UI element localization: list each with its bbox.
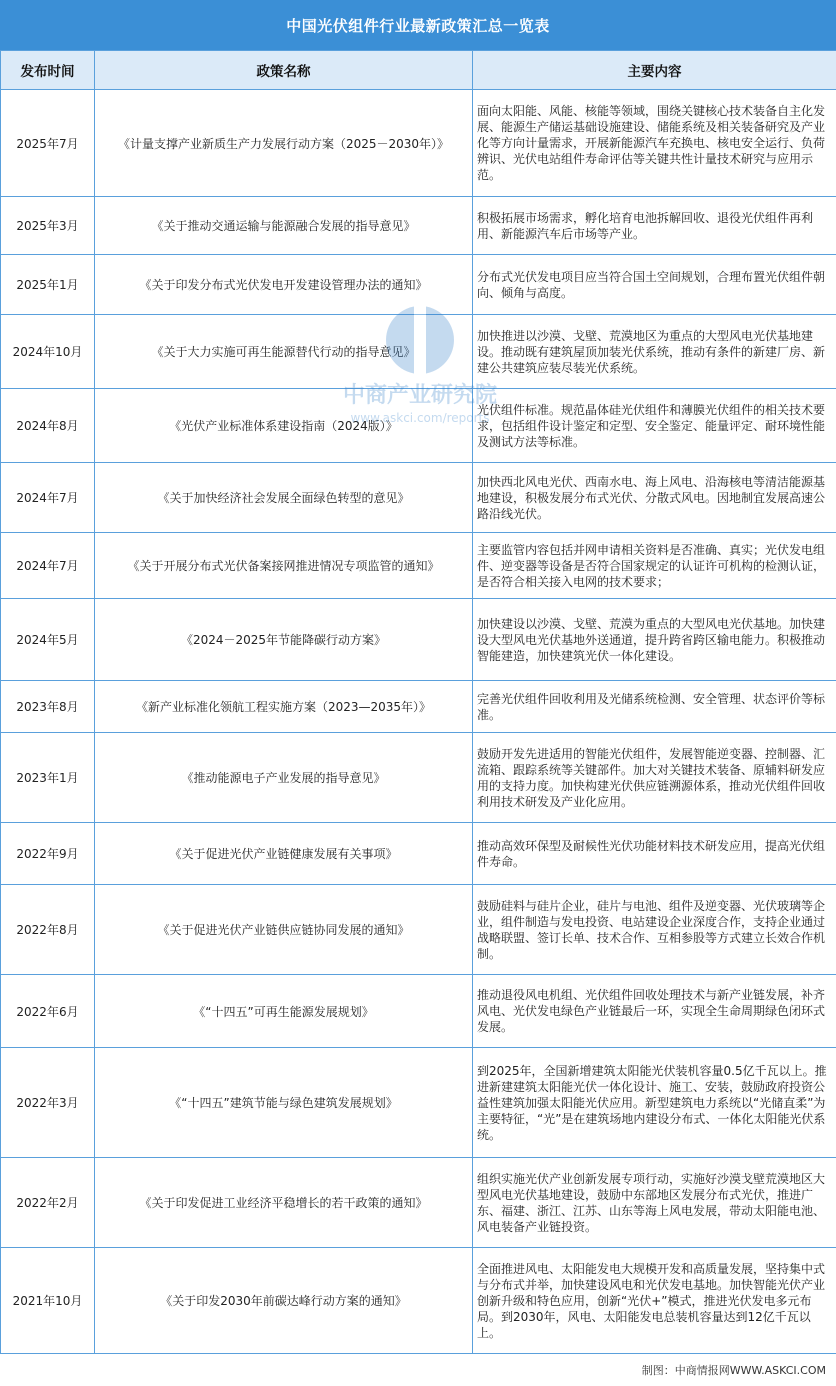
row-content: 鼓励硅料与硅片企业，硅片与电池、组件及逆变器、光伏玻璃等企业，组件制造与发电投资、电站建设企业深度合作，支持企业通过战略联盟、签订长单、技术合作、互相参股等方式建立长效合作机制。 bbox=[473, 885, 836, 975]
row-date: 2022年9月 bbox=[1, 823, 95, 885]
table-row bbox=[1, 733, 836, 823]
row-policy-name: 《关于推动交通运输与能源融合发展的指导意见》 bbox=[95, 197, 473, 255]
row-content: 面向太阳能、风能、核能等领域，围绕关键核心技术装备自主化发展、能源生产储运基础设施建设、储能系统及相关装备研究及产业化等方向计量需求，开展新能源汽车充换电、核电安全运行、负荷辨识、光伏电站组件寿命评估等关键共性计量技术研究与应用示范。 bbox=[473, 90, 836, 197]
row-content: 主要监管内容包括并网申请相关资料是否准确、真实；光伏发电组件、逆变器等设备是否符合国家规定的认证许可机构的检测认证，是否符合相关接入电网的技术要求； bbox=[473, 533, 836, 599]
row-content: 推动退役风电机组、光伏组件回收处理技术与新产业链发展，补齐风电、光伏发电绿色产业链最后一环，实现全生命周期绿色闭环式发展。 bbox=[473, 975, 836, 1048]
row-date: 2023年1月 bbox=[1, 733, 95, 823]
watermark-url: www.askci.com/reports bbox=[350, 411, 489, 425]
row-content: 组织实施光伏产业创新发展专项行动，实施好沙漠戈壁荒漠地区大型风电光伏基地建设，鼓励中东部地区发展分布式光伏，推进广东、福建、浙江、江苏、山东等海上风电发展，带动太阳能电池、风电装备产业链投资。 bbox=[473, 1158, 836, 1248]
row-policy-name: 《计量支撑产业新质生产力发展行动方案（2025－2030年）》 bbox=[95, 90, 473, 197]
row-policy-name: 《关于印发分布式光伏发电开发建设管理办法的通知》 bbox=[95, 255, 473, 315]
row-content: 分布式光伏发电项目应当符合国土空间规划，合理布置光伏组件朝向、倾角与高度。 bbox=[473, 255, 836, 315]
table-row bbox=[1, 885, 836, 975]
row-policy-name: 《关于开展分布式光伏备案接网推进情况专项监管的通知》 bbox=[95, 533, 473, 599]
table-row bbox=[1, 90, 836, 197]
row-content: 推动高效环保型及耐候性光伏功能材料技术研发应用，提高光伏组件寿命。 bbox=[473, 823, 836, 885]
row-policy-name: 《关于促进光伏产业链供应链协同发展的通知》 bbox=[95, 885, 473, 975]
row-date: 2025年7月 bbox=[1, 90, 95, 197]
table-row bbox=[1, 197, 836, 255]
row-date: 2024年5月 bbox=[1, 599, 95, 681]
row-policy-name: 《关于促进光伏产业链健康发展有关事项》 bbox=[95, 823, 473, 885]
row-content: 加快建设以沙漠、戈壁、荒漠为重点的大型风电光伏基地。加快建设大型风电光伏基地外送通道，提升跨省跨区输电能力。积极推动智能建造，加快建筑光伏一体化建设。 bbox=[473, 599, 836, 681]
row-policy-name: 《新产业标准化领航工程实施方案（2023—2035年）》 bbox=[95, 681, 473, 733]
page-title: 中国光伏组件行业最新政策汇总一览表 bbox=[0, 0, 836, 50]
row-date: 2022年6月 bbox=[1, 975, 95, 1048]
row-content: 加快推进以沙漠、戈壁、荒漠地区为重点的大型风电光伏基地建设。推动既有建筑屋顶加装光伏系统，推动有条件的新建厂房、新建公共建筑应装尽装光伏系统。 bbox=[473, 315, 836, 389]
row-content: 光伏组件标准。规范晶体硅光伏组件和薄膜光伏组件的相关技术要求，包括组件设计鉴定和定型、安全鉴定、能量评定、耐环境性能及测试方法等标准。 bbox=[473, 389, 836, 463]
table-row bbox=[1, 389, 836, 463]
table-row bbox=[1, 599, 836, 681]
table-row bbox=[1, 463, 836, 533]
row-date: 2025年1月 bbox=[1, 255, 95, 315]
row-date: 2023年8月 bbox=[1, 681, 95, 733]
row-date: 2024年8月 bbox=[1, 389, 95, 463]
row-content: 到2025年，全国新增建筑太阳能光伏装机容量0.5亿千瓦以上。推进新建建筑太阳能光伏一体化设计、施工、安装，鼓励政府投资公益性建筑加强太阳能光伏应用。新型建筑电力系统以“光储直柔”为主要特征，“光”是在建筑场地内建设分布式、一体化太阳能光伏系统。 bbox=[473, 1048, 836, 1158]
row-policy-name: 《关于加快经济社会发展全面绿色转型的意见》 bbox=[95, 463, 473, 533]
row-date: 2024年7月 bbox=[1, 533, 95, 599]
row-date: 2022年8月 bbox=[1, 885, 95, 975]
row-content: 全面推进风电、太阳能发电大规模开发和高质量发展，坚持集中式与分布式并举，加快建设风电和光伏发电基地。加快智能光伏产业创新升级和特色应用，创新“光伏+”模式，推进光伏发电多元布局。到2030年，风电、太阳能发电总装机容量达到12亿千瓦以上。 bbox=[473, 1248, 836, 1354]
table-header-row bbox=[1, 51, 836, 90]
table-row bbox=[1, 1248, 836, 1354]
row-content: 鼓励开发先进适用的智能光伏组件，发展智能逆变器、控制器、汇流箱、跟踪系统等关键部件。加大对关键技术装备、原辅料研发应用的支持力度。加快构建光伏供应链溯源体系，推动光伏组件回收利用技术研发及产业化应用。 bbox=[473, 733, 836, 823]
column-header-name: 政策名称 bbox=[95, 51, 473, 90]
row-policy-name: 《“十四五”建筑节能与绿色建筑发展规划》 bbox=[95, 1048, 473, 1158]
row-content: 积极拓展市场需求，孵化培育电池拆解回收、退役光伏组件再利用、新能源汽车后市场等产业。 bbox=[473, 197, 836, 255]
source-credit: 制图：中商情报网WWW.ASKCI.COM bbox=[0, 1354, 836, 1386]
table-row bbox=[1, 255, 836, 315]
row-date: 2024年7月 bbox=[1, 463, 95, 533]
row-policy-name: 《关于印发促进工业经济平稳增长的若干政策的通知》 bbox=[95, 1158, 473, 1248]
policy-table bbox=[0, 50, 836, 1354]
row-policy-name: 《关于印发2030年前碳达峰行动方案的通知》 bbox=[95, 1248, 473, 1354]
column-header-date: 发布时间 bbox=[1, 51, 95, 90]
row-date: 2021年10月 bbox=[1, 1248, 95, 1354]
row-date: 2022年2月 bbox=[1, 1158, 95, 1248]
table-row bbox=[1, 1048, 836, 1158]
table-row bbox=[1, 533, 836, 599]
row-date: 2022年3月 bbox=[1, 1048, 95, 1158]
row-content: 完善光伏组件回收利用及光储系统检测、安全管理、状态评价等标准。 bbox=[473, 681, 836, 733]
table-row bbox=[1, 823, 836, 885]
row-policy-name: 《“十四五”可再生能源发展规划》 bbox=[95, 975, 473, 1048]
row-date: 2025年3月 bbox=[1, 197, 95, 255]
row-date: 2024年10月 bbox=[1, 315, 95, 389]
row-policy-name: 《2024－2025年节能降碳行动方案》 bbox=[95, 599, 473, 681]
table-row bbox=[1, 681, 836, 733]
watermark-brand: 中商产业研究院 bbox=[343, 382, 497, 408]
table-row bbox=[1, 315, 836, 389]
row-policy-name: 《光伏产业标准体系建设指南（2024版）》 bbox=[95, 389, 473, 463]
column-header-content: 主要内容 bbox=[473, 51, 836, 90]
table-row bbox=[1, 1158, 836, 1248]
row-policy-name: 《关于大力实施可再生能源替代行动的指导意见》 bbox=[95, 315, 473, 389]
row-content: 加快西北风电光伏、西南水电、海上风电、沿海核电等清洁能源基地建设，积极发展分布式光伏、分散式风电。因地制宜发展高速公路沿线光伏。 bbox=[473, 463, 836, 533]
row-policy-name: 《推动能源电子产业发展的指导意见》 bbox=[95, 733, 473, 823]
table-row bbox=[1, 975, 836, 1048]
